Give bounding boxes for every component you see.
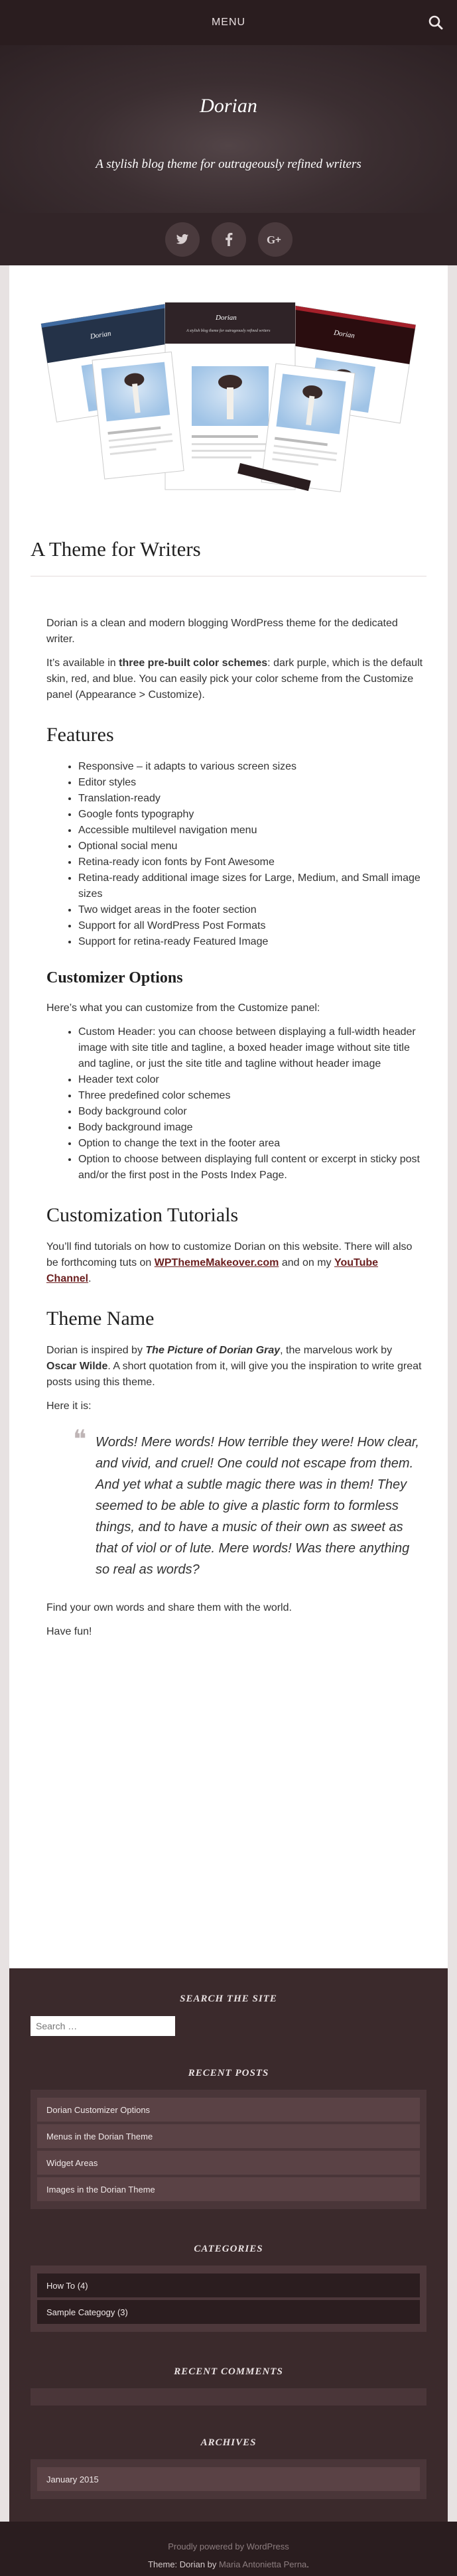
list-item: • Option to choose between displaying full content or excerpt in sticky post and/or the first post in the Posts Index Page. bbox=[78, 1152, 424, 1184]
intro-paragraph: Dorian is a clean and modern blogging WordPress theme for the dedicated writer. bbox=[46, 618, 398, 645]
theme-author-link[interactable]: Maria Antonietta Perna bbox=[219, 2559, 307, 2569]
list-item: • Responsive – it adapts to various screen sizes bbox=[78, 759, 424, 775]
youtube-channel-link[interactable]: YouTube Channel bbox=[46, 1257, 379, 1284]
post-content bbox=[46, 616, 424, 1648]
search-icon[interactable] bbox=[428, 15, 444, 31]
site-info bbox=[0, 2522, 457, 2576]
archive-link[interactable]: January 2015 bbox=[37, 2467, 420, 2491]
twitter-icon[interactable] bbox=[165, 222, 200, 257]
list-item: • Body background color bbox=[78, 1104, 424, 1120]
social-menu bbox=[0, 213, 457, 265]
here-it-is: Here it is: bbox=[46, 1400, 92, 1412]
top-navigation-bar bbox=[0, 0, 457, 45]
recent-post-link[interactable]: Menus in the Dorian Theme bbox=[37, 2124, 420, 2148]
tutorials-heading: Customization Tutorials bbox=[46, 1204, 239, 1226]
archives-list bbox=[31, 2459, 426, 2499]
list-item: • Two widget areas in the footer section bbox=[78, 902, 424, 918]
svg-text:+: + bbox=[275, 234, 281, 245]
list-item: • Body background image bbox=[78, 1120, 424, 1136]
list-item: • Support for all WordPress Post Formats bbox=[78, 918, 424, 934]
search-widget-title: SEARCH THE SITE bbox=[180, 1994, 277, 2004]
powered-by-link[interactable]: Proudly powered by WordPress bbox=[168, 2542, 289, 2551]
list-item: • Header text color bbox=[78, 1072, 424, 1088]
theme-name-heading: Theme Name bbox=[46, 1308, 155, 1329]
have-fun-paragraph: Have fun! bbox=[46, 1626, 92, 1637]
svg-text:Dorian: Dorian bbox=[90, 329, 112, 341]
list-item: • Three predefined color schemes bbox=[78, 1088, 424, 1104]
main-content bbox=[9, 265, 448, 1968]
recent-post-link[interactable]: Dorian Customizer Options bbox=[37, 2098, 420, 2122]
list-item: • Custom Header: you can choose between displaying a full-width header image with site title and tagline, a boxed header image without site title and tagline, or just the site title and tagline without header image bbox=[78, 1024, 424, 1072]
footer-widgets bbox=[9, 1968, 448, 2522]
customizer-list bbox=[46, 1024, 424, 1184]
list-item: • Google fonts typography bbox=[78, 807, 424, 823]
list-item: • Translation-ready bbox=[78, 791, 424, 807]
theme-credit: Theme: Dorian by Maria Antonietta Perna. bbox=[148, 2559, 309, 2569]
theme-name-paragraph: Dorian is inspired by The Picture of Dorian Gray, the marvelous work by Oscar Wilde. A short quotation from it, will give you the inspiration to write great posts using this theme. bbox=[46, 1345, 422, 1388]
list-item: • Editor styles bbox=[78, 775, 424, 791]
categories-list bbox=[31, 2266, 426, 2332]
recent-post-link[interactable]: Images in the Dorian Theme bbox=[37, 2177, 420, 2201]
category-link[interactable]: How To (4) bbox=[37, 2273, 420, 2297]
site-header bbox=[0, 45, 457, 213]
recent-comments-title: RECENT COMMENTS bbox=[174, 2366, 283, 2377]
svg-text:Dorian: Dorian bbox=[216, 314, 237, 322]
list-item: • Option to change the text in the footer area bbox=[78, 1136, 424, 1152]
features-heading: Features bbox=[46, 724, 114, 746]
svg-text:A stylish blog theme for outra: A stylish blog theme for outrageously refined writers bbox=[186, 329, 271, 333]
list-item: • Accessible multilevel navigation menu bbox=[78, 823, 424, 839]
menu-button[interactable]: MENU bbox=[208, 16, 249, 29]
recent-post-link[interactable]: Widget Areas bbox=[37, 2151, 420, 2175]
category-link[interactable]: Sample Categogy (3) bbox=[37, 2300, 420, 2324]
facebook-icon[interactable] bbox=[212, 222, 246, 257]
list-item: • Optional social menu bbox=[78, 839, 424, 854]
blockquote: ❝ Words! Mere words! How terrible they were! How clear, and vivid, and cruel! One could not escape from them. And yet what a subtle magic there was in them! They seemed to be able to give a plastic form to formless things, and to have a music of their own as sweet as that of viol or of lute. Mere words! Was there anything so real as words? bbox=[73, 1426, 419, 1577]
customizer-intro: Here’s what you can customize from the Customize panel: bbox=[46, 1002, 320, 1014]
tutorials-paragraph: You’ll find tutorials on how to customize Dorian on this website. There will also be forthcoming tuts on WPThemeMakeover.com and on my YouTube Channel. bbox=[46, 1241, 413, 1284]
site-tagline: A stylish blog theme for outrageously refined writers bbox=[96, 157, 361, 171]
list-item: • Retina-ready icon fonts by Font Awesome bbox=[78, 854, 424, 870]
featured-image[interactable] bbox=[29, 297, 427, 496]
site-title[interactable]: Dorian bbox=[200, 95, 257, 117]
categories-title: CATEGORIES bbox=[194, 2244, 263, 2254]
list-item: • Support for retina-ready Featured Image bbox=[78, 934, 424, 950]
customizer-heading: Customizer Options bbox=[46, 969, 183, 986]
search-input[interactable] bbox=[31, 2016, 175, 2036]
closing-paragraph: Find your own words and share them with the world. bbox=[46, 1602, 292, 1613]
recent-posts-list bbox=[31, 2090, 426, 2209]
recent-comments-list bbox=[31, 2388, 426, 2406]
list-item: • Retina-ready additional image sizes for Large, Medium, and Small image sizes bbox=[78, 870, 424, 902]
svg-text:Dorian: Dorian bbox=[333, 328, 356, 340]
features-list bbox=[46, 759, 424, 950]
google-plus-icon[interactable] bbox=[258, 222, 293, 257]
archives-title: ARCHIVES bbox=[200, 2437, 257, 2448]
post-title[interactable]: A Theme for Writers bbox=[31, 537, 201, 561]
wpthememakeover-link[interactable]: WPThemeMakeover.com bbox=[154, 1257, 279, 1268]
schemes-paragraph: It’s available in three pre-built color schemes: dark purple, which is the default skin, red, and blue. You can easily pick your color scheme from the Customize panel (Appearance > Customize). bbox=[46, 657, 423, 701]
recent-posts-title: RECENT POSTS bbox=[188, 2068, 269, 2078]
quote-icon: ❝ bbox=[73, 1426, 87, 1454]
svg-text:G: G bbox=[266, 233, 275, 245]
